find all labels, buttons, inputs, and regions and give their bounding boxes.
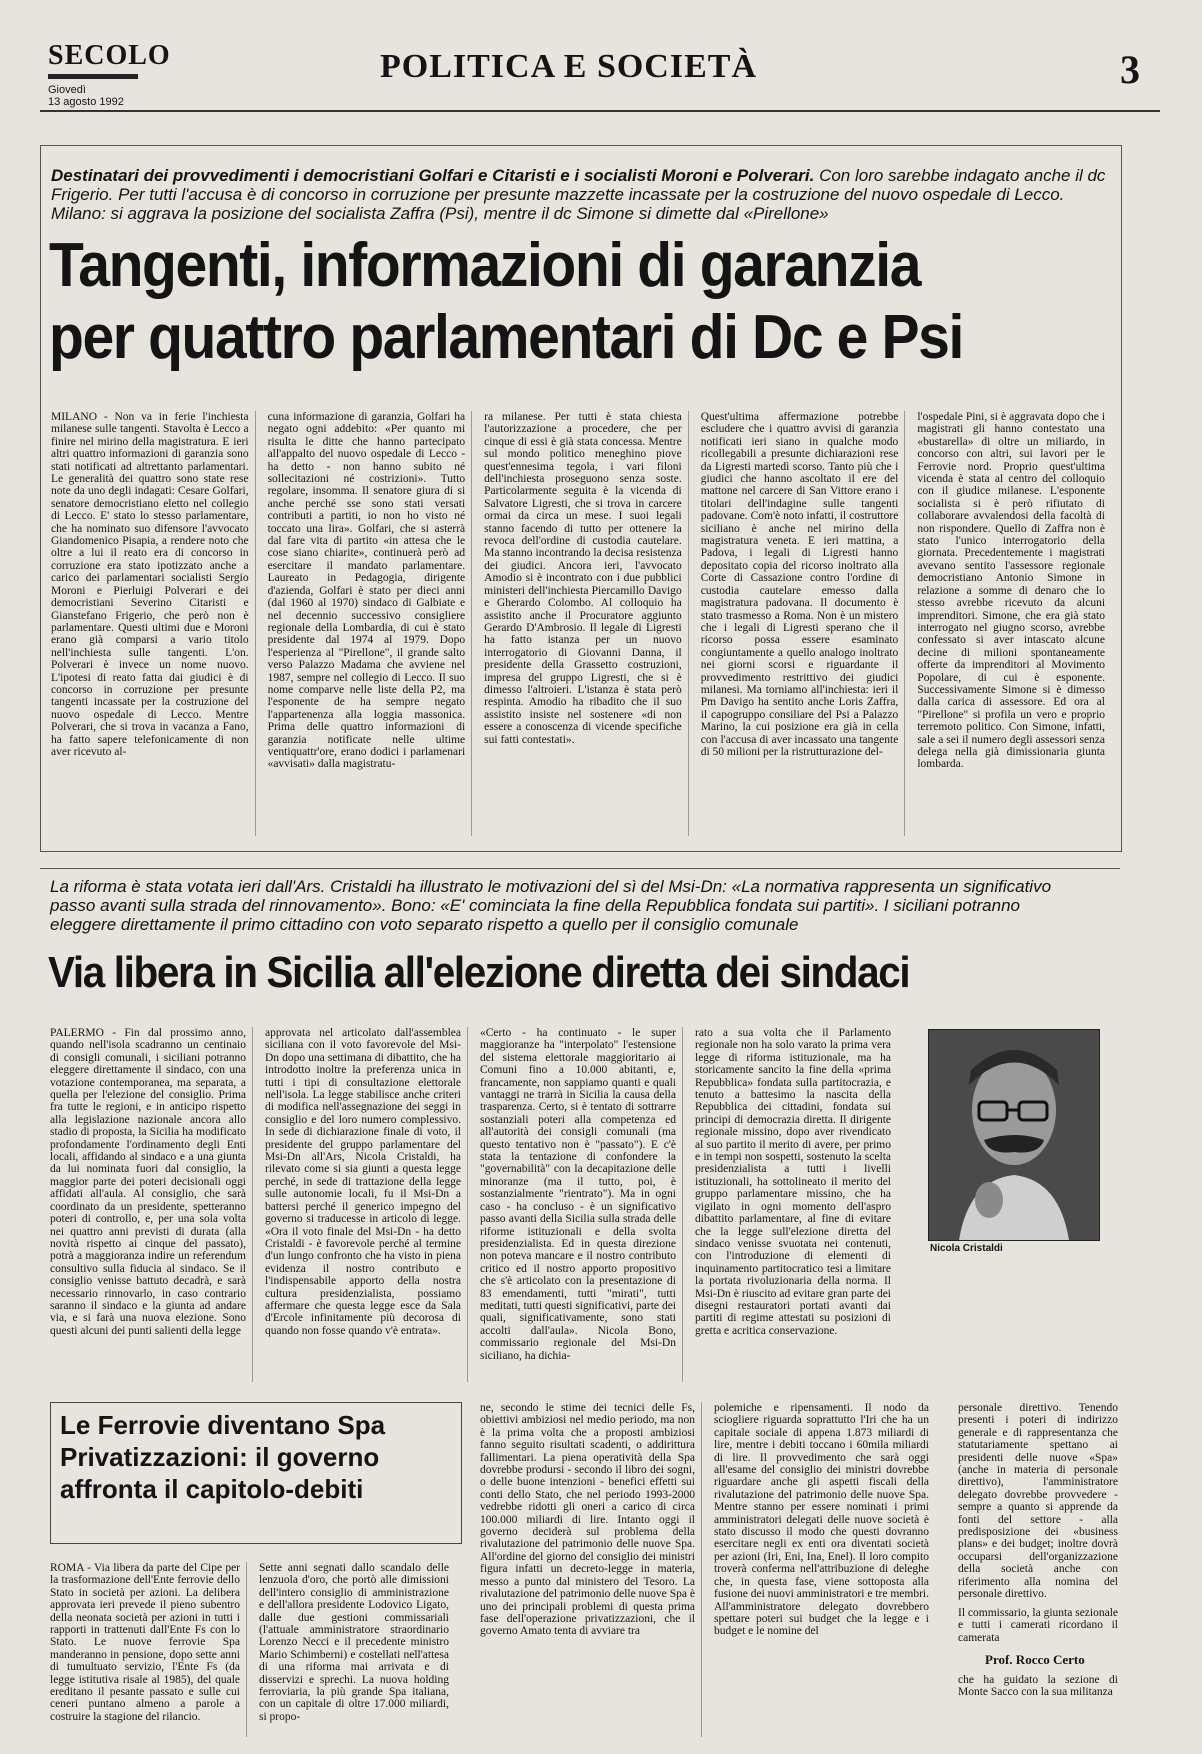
body-column: «Certo - ha continuato - le super maggioranze ha "interpolato" l'estensione del sistema elettorale maggioritario ai Comuni fino a 10.000 abitanti, e, francamente, non sappiamo quanti e quali vantaggi ne trarrà in Sicilia la causa della trasparenza. Certo, si è tentato di sottrarre sostanziali poteri alla competenza ed all'autorità dei consigli comunali (ma questo tentativo non è "passato"). E c'è stata la tentazione di confondere la "governabilità" con la decapitazione delle minoranze (ma il tutto, poi, è sostanzialmente "rientrato"). Ma in ogni caso - ha concluso - è un significativo passo avanti della Sicilia sulla strada delle riforme istituzionali e della svolta presidenzialista. Ed in questa direzione non poteva mancare e il nostro contributo critico ed il nostro apporto propositivo che s'è articolato con la presentazione di 83 emendamenti, tutti "mirati", tutti meditati, tutti questi significativi, parte dei quali, significativamente, sono stati accolti dall'aula». Nicola Bono, commissario regionale del Msi-Dn siciliano, ha dichia- bbox=[480, 1027, 683, 1382]
body-column: Sette anni segnati dallo scandalo delle lenzuola d'oro, che portò alle dimissioni dell'intero consiglio di amministrazione e dell'allora presidente Lodovico Ligato, dalle due gestioni commissariali (l'attuale amministratore straordinario Lorenzo Necci e il precedente ministro Mario Schimberni) e costellati nell'attesa di una riforma mai arrivata e di disservizi e sprechi. La nuova holding ferroviaria, la più grande Spa italiana, con un capitale di oltre 17.000 miliardi, si propo- bbox=[259, 1562, 449, 1723]
article-body bbox=[50, 1562, 460, 1737]
article-tangenti bbox=[40, 145, 1122, 852]
kicker-rest: Con loro sarebbe indagato anche il dc Frigerio. Per tutti l'accusa è di concorso in corruzione per presunte mazzette incassate per la costruzione del nuovo ospedale di Lecco. Milano: si aggrava la posizione del socialista Zaffra (Psi), mentre il dc Simone si dimette dal «Pirellone» bbox=[51, 166, 1106, 223]
page-number: 3 bbox=[1120, 47, 1140, 92]
article-headline-line2: Privatizzazioni: il governo bbox=[60, 1442, 380, 1472]
body-column: MILANO - Non va in ferie l'inchiesta milanese sulle tangenti. Stavolta è Lecco a finire nel mirino della magistratura. E ieri altri quattro informazioni di garanzia sono stati notificati ad altrettanto parlamentari. Le generalità dei quattro sono state rese note da uno degli indagati: Cesare Golfari, senatore democristiano eletto nel collegio di Lecco. E' stato lo stesso parlamentare, che ha nominato suo difensore l'avvocato Giandomenico Pisapia, a rendere noto che oltre a lui il reato era di concorso in corruzione era stato ipotizzato anche a carico dei parlamentari socialisti Sergio Moroni e Pierluigi Polverari e dei democristiani Severino Citaristi e Gianstefano Frigerio, che però non è parlamentare. Questi ultimi due e Moroni erano già comparsi a vario titolo nell'inchiesta sulle tangenti. L'on. Polverari è invece un nome nuovo. L'ipotesi di reato fatta dai giudici è di concorso in corruzione per presunte tangenti incassate per la costruzione del nuovo ospedale di Lecco. Mentre Polverari, che si trova in vacanza a Fano, ha fatto sapere telefonicamente di non aver ricevuto al- bbox=[51, 411, 256, 836]
logo-rule bbox=[48, 74, 138, 79]
article-kicker: La riforma è stata votata ieri dall'Ars. Cristaldi ha illustrato le motivazioni del sì del Msi-Dn: «La normativa rappresenta un significativo passo avanti sulla strada del rinnovamento». Bono: «E' cominciata la fine della Repubblica fondata sui partiti». I siciliani potranno eleggere direttamente il primo cittadino con voto separato rispetto a quello per il consiglio comunale bbox=[50, 877, 1052, 934]
body-column: Quest'ultima affermazione potrebbe escludere che i quattro avvisi di garanzia notificati ieri siano in qualche modo ricollegabili a presunte dichiarazioni rese da Ligresti martedì scorso. Tanto più che i giudici che hanno ascoltato il ere del mattone nel carcere di San Vittore erano i titolari dell'indagine sulle tangenti padovane. Com'è noto infatti, il costruttore siciliano è anche nel mirino della magistratura veneta. E ieri mattina, a Padova, i legali di Ligresti hanno depositato copia del ricorso inoltrato alla Corte di Cassazione contro l'ordine di custodia cautelare emesso dalla magistratura padovana. Il documento è stato trasmesso a Roma. Non è un mistero che i legali di Ligresti sperano che il ricorso possa essere esaminato congiuntamente a quello analogo inoltrato nei giorni scorsi e riguardante il provvedimento restrittivo dei giudici milanesi. Ma torniamo all'inchiesta: ieri il Pm Davigo ha sentito anche Loris Zaffra, il capogruppo consiliare del Psi a Palazzo Marino, la cui posizione era già in cella con l'accusa di aver incassato una tangente di 50 milioni per la ristrutturazione del- bbox=[701, 411, 906, 836]
article-body-right bbox=[480, 1402, 940, 1737]
body-column: ROMA - Via libera da parte del Cipe per la trasformazione dell'Ente ferrovie dello Stato in società per azioni. La delibera approvata ieri prevede il pieno subentro della neonata società per azioni in tutti i rapporti in trattenuti dall'Ente Fs con lo Stato. Le nuove ferrovie Spa manderanno in pensione, dopo sette anni di tumultuato servizio, l'Ente Fs (da legge istitutiva risale al 1985), del quale ereditano il pesante passato e sulle cui ceneri puntano almeno a parole a costruire la stagione del rilancio. bbox=[50, 1562, 247, 1737]
article-headline-line3: affronta il capitolo-debiti bbox=[60, 1474, 364, 1504]
portrait-image bbox=[929, 1030, 1099, 1240]
article-ferrovie bbox=[40, 1402, 1120, 1742]
issue-date bbox=[48, 84, 124, 108]
memorial-note-after: che ha guidato la sezione di Monte Sacco con la sua militanza bbox=[958, 1674, 1118, 1699]
body-column: polemiche e ripensamenti. Il nodo da sciogliere riguarda soprattutto l'Iri che ha un capitale sociale di appena 1.873 miliardi di lire, mentre i debiti toccano i 60mila miliardi di lire. Il provvedimento che sarà oggi all'esame del consiglio dei ministri dovrebbe riguardare anche gli aspetti fiscali della rivalutazione del patrimonio delle nuove Spa. Mentre stanno per essere nominati i primi amministratori delegati delle nuove società è stato discusso il modo che questi dovranno esercitare negli ex enti ora diventati società per azioni (Iri, Eni, Ina, Enel). Il loro compito troverà conferma nell'attribuzione di deleghe che, in questa fase, viene sottoposta alla fusione dei nuovi amministratori e tre membri. All'amministratore delegato dovrebbero spettare poteri sui budget che la legge e i budget e le nomine del bbox=[714, 1402, 929, 1638]
article-body bbox=[50, 1027, 910, 1382]
masthead bbox=[40, 30, 1160, 120]
article-headline: Via libera in Sicilia all'elezione diretta dei sindaci bbox=[48, 948, 910, 997]
photo-caption: Nicola Cristaldi bbox=[930, 1243, 1003, 1254]
issue-day: Giovedì bbox=[48, 84, 86, 96]
memorial-signature: Prof. Rocco Certo bbox=[985, 1652, 1085, 1667]
article-body bbox=[51, 411, 1111, 836]
article-sicilia bbox=[40, 868, 1120, 1389]
body-column: PALERMO - Fin dal prossimo anno, quando nell'isola scadranno un centinaio di consigli comunali, i siciliani potranno eleggere direttamente il sindaco, con una votazione contemporanea, ma separata, a quella per l'elezione del consiglio. Prima fra tutte le regioni, e in anticipo rispetto alla legislazione nazionale ancora allo stadio di proposta, la Sicilia ha modificato profondamente l'ordinamento degli Enti locali, affidando al sindaco e a una giunta da lui nominata fuori dal consiglio, la maggior parte dei poteri decisionali oggi affidati all'aula. Al consiglio, che sarà coordinato da un presidente, spetteranno poteri di controllo, e, per una sola volta nei quattro anni previsti di durata (alla novità rispetto ai cinque del passato), potrà a maggioranza indire un referendum consultivo sulla fiducia al sindaco. Se il consiglio venisse battuto decadrà, e sarà necessario rinnovarlo, in caso contrario saranno il sindaco e la giunta ad andare via, e si farà una nuova elezione. Sono questi alcuni dei punti salienti della legge bbox=[50, 1027, 253, 1382]
body-column: l'ospedale Pini, si è aggravata dopo che i magistrati gli hanno contestato una «bustarella» di oltre un miliardo, in concorso con altri, sui lavori per le Ferrovie nord. Proprio quest'ultima vicenda è stata al centro del colloquio con il giudice milanese. L'esponente socialista si è però rifiutato di collaborare avvalendosi della facoltà di non rispondere. Quello di Zaffra non è stato l'unico interrogatorio della giornata. Precedentemente i magistrati avevano sentito l'assessore regionale democristiano Antonio Simone in relazione a somme di denaro che lo stesso avrebbe ricevuto da alcuni imprenditori. Simone, che era già stato interrogato nel giugno scorso, avrebbe confessato si aver intascato alcune decine di milioni spontaneamente offerte da imprenditori al Movimento Popolare, di cui è esponente. Successivamente Simone si è dimesso dalla carica di assessore. Ed ora al "Pirellone" si profila un vero e proprio terremoto politico. Con Simone, infatti, sale a sei il numero degli assessori senza delega nella già dimissionaria giunta lombarda. bbox=[917, 411, 1106, 771]
kicker-lead: Destinatari dei provvedimenti i democristiani Golfari e Citaristi e i socialisti Moroni e Polverari. bbox=[51, 166, 815, 185]
body-column: approvata nel articolato dall'assemblea siciliana con il voto favorevole del Msi-Dn dopo una settimana di dibattito, che ha introdotto inoltre la preferenza unica in tutti i tipi di consultazione elettorale nell'isola. La legge stabilisce anche criteri di modifica nell'assegnazione dei seggi in consiglio e del loro numero complessivo. In sede di dichiarazione finale di voto, il presidente del gruppo parlamentare del Msi-Dn all'Ars, Nicola Cristaldi, ha rilevato come si sia giunti a questa legge perché, in sede di trattazione della legge sulle autonomie locali, fu il Msi-Dn a battersi perché il generico impegno del governo si traducesse in articolo di legge. «Ora il voto finale del Msi-Dn - ha detto Cristaldi - è favorevole perché al termine d'un lungo confronto che ha visto in piena evidenza il nostro contributo e l'indispensabile apporto della nostra cultura presidenzialista, possiamo affermare che questa legge esce da Sala d'Ercole infinitamente più decorosa di quando non fosse quando v'è entrata». bbox=[265, 1027, 468, 1382]
masthead-rule bbox=[40, 110, 1160, 112]
memorial-note: Il commissario, la giunta sezionale e tutti i camerati ricordano il camerata bbox=[958, 1607, 1118, 1644]
body-column: personale direttivo. Tenendo presenti i poteri di indirizzo generale e di rappresentanza che statutariamente spettano ai presidenti delle nuove «Spa» (anche in materia di personale direttivo), l'amministratore delegato dovrebbe provvedere - sempre a quanto si apprende da fonti del settore - alla predisposizione dei «business plans» e dei budget; inoltre dovrà occuparsi dell'organizzazione della società anche con riferimento alla nomina del personale direttivo. bbox=[958, 1402, 1118, 1601]
section-title: POLITICA E SOCIETÀ bbox=[380, 48, 757, 85]
body-column: ne, secondo le stime dei tecnici delle Fs, obiettivi ambiziosi nel medio periodo, ma non è la prima volta che a proposti ambiziosi fanno seguito risultati scadenti, o addirittura fallimentari. La piena operatività della Spa dovrebbe prodursi - secondo il libro dei sogni, o delle buone intenzioni - benefici effetti sui conti dello Stato, che nel periodo 1993-2000 vedrebbe ridotti gli oneri a carico di circa 100.000 miliardi di lire. Intanto oggi il governo deciderà sul problema della rivalutazione del patrimonio delle nuove Spa. All'ordine del giorno del consiglio dei ministri figura infatti un decreto-legge in materia, messo a punto dal ministero del Tesoro. La rivalutazione del patrimonio delle nuove Spa è uno dei principali problemi di questa prima fase dell'operazione privatizzazioni, che il governo Amato tenta di avviare tra bbox=[480, 1402, 702, 1737]
article-kicker bbox=[51, 166, 1111, 223]
body-column: ra milanese. Per tutti è stata chiesta l'autorizzazione a procedere, che per cinque di essi è già stata concessa. Mentre sul mondo politico meneghino piove quest'ennesima tegola, i vari filoni dell'inchiesta proseguono senza soste. Particolarmente seguita è la vicenda di Salvatore Ligresti, che si trova in carcere ormai da circa un mese. I suoi legali stanno facendo di tutto per ottenere la revoca dell'ordine di custodia cautelare. Ma stanno incontrando la decisa resistenza dei giudici. Ancora ieri, l'avvocato Amodio si è incontrato con i due pubblici ministeri dell'inchiesta Piercamillo Davigo e Gherardo Colombo. Al colloquio ha assistito anche il Procuratore aggiunto Gerardo D'Ambrosio. Il legale di Ligresti ha fatto istanza per un nuovo interrogatorio di Giovanni Danna, il presidente della Grassetto costruzioni, impresa del gruppo Ligresti, che si è dimesso l'altroieri. L'istanza è stata però respinta. Amodio ha ribadito che il suo assistito insiste nel sostenere «di non essere a conoscenza di vicende specifiche sui fatti contestati». bbox=[484, 411, 689, 836]
newspaper-logo: SECOLO bbox=[48, 40, 171, 71]
body-column: rato a sua volta che il Parlamento regionale non ha solo varato la prima vera legge di riforma istituzionale, ma ha storicamente sancito la fine della «prima Repubblica» fondata sulla partitocrazia, e tenuto a battesimo la nascita della Repubblica dei cittadini, fondata sui principi di democrazia diretta. Il dirigente regionale missino, dopo aver rivendicato al suo partito il merito di avere, per primo e in tempi non sospetti, sostenuto la scelta presidenzialista a tutti i livelli istituzionali, ha sottolineato il merito del gruppo parlamentare missino, che ha vigilato in ogni momento dell'aspro dibattito parlamentare, al fine di evitare che la legge sull'elezione diretta del sindaco venisse svuotata nei contenuti, con l'introduzione di elementi di inquinamento partitocratico tesi a limitare la portata rivoluzionaria della norma. Il Msi-Dn è riuscito ad evitare gran parte dei disegni restauratori portati avanti dai partiti di regime attestati su posizioni di gretta e acritica conservazione. bbox=[695, 1027, 891, 1337]
article-headline-line1: Le Ferrovie diventano Spa bbox=[60, 1410, 386, 1440]
article-headline-line1: Tangenti, informazioni di garanzia bbox=[49, 231, 921, 300]
issue-date-text: 13 agosto 1992 bbox=[48, 96, 124, 108]
article-headline-line2: per quattro parlamentari di Dc e Psi bbox=[49, 303, 963, 372]
body-column: cuna informazione di garanzia, Golfari ha negato ogni addebito: «Per quanto mi risulta le ditte che hanno partecipato all'appalto del nuovo ospedale di Lecco - ha detto - non hanno subito né sollecitazioni né costrizioni». Tutto regolare, insomma. Il senatore giura di si anche perché sse sono stati versati contributi a partiti, io non ho visto né toccato una lira». Golfari, che si asterrà dal fare vita di partito «in attesa che le cose siano chiarite», continuerà però ad esercitare il mandato parlamentare. Laureato in Pedagogia, dirigente d'azienda, Golfari è stato per dieci anni (dal 1960 al 1970) sindaco di Galbiate e nel decennio successivo consigliere regionale della Lombardia, di cui è stato presidente dal 1974 al 1979. Dopo l'esperienza al "Pirellone", il grande salto verso Palazzo Madama che avviene nel 1987, sempre nel collegio di Lecco. Il suo nome comparve nelle liste della P2, ma l'esponente de ha sempre negato l'appartenenza alla loggia massonica. Prima delle quattro informazioni di garanzia notificate nelle ultime ventiquattr'ore, erano dodici i parlamenari «avvisati» dalla magistratu- bbox=[268, 411, 473, 836]
portrait-photo bbox=[928, 1029, 1100, 1241]
